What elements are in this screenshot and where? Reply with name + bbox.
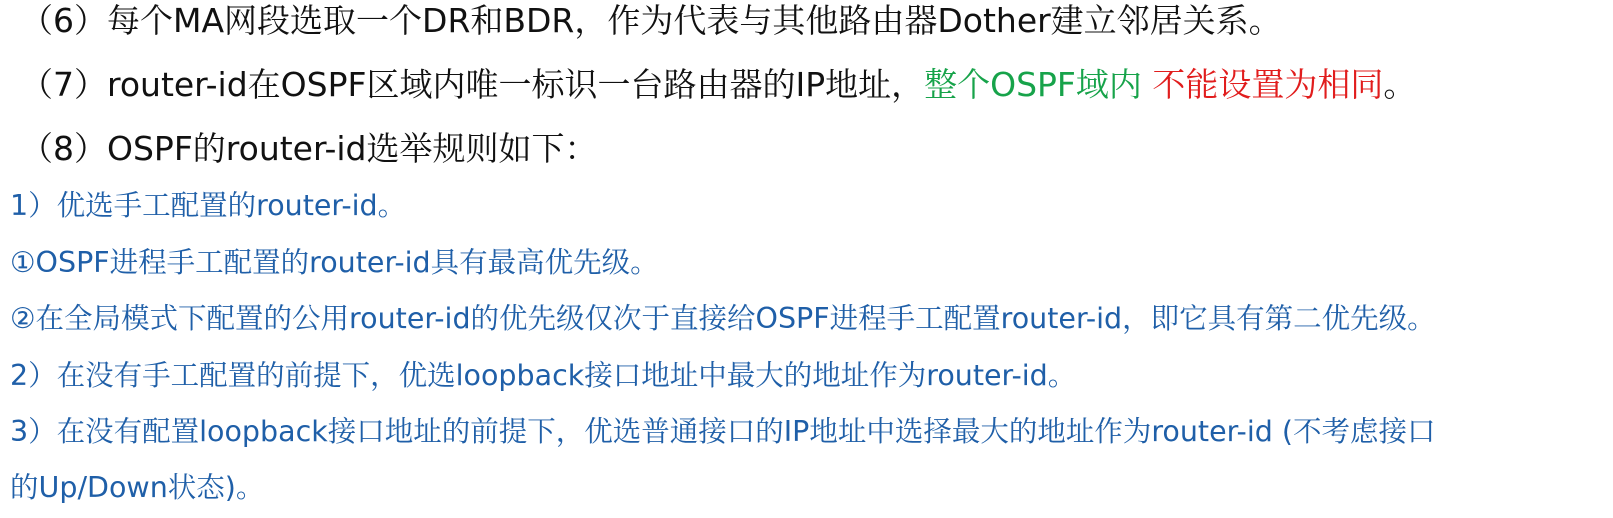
rule-1-text: 1）优选手工配置的router-id。 xyxy=(10,189,407,222)
item-6-text: （6）每个MA网段选取一个DR和BDR，作为代表与其他路由器Dother建立邻居关系。 xyxy=(20,1,1282,40)
item-7-green-highlight: 整个OSPF域内 xyxy=(924,65,1142,104)
item-7-suffix: 。 xyxy=(1383,65,1417,104)
rule-3-text-line-2: 的Up/Down状态)。 xyxy=(10,471,265,504)
item-7-prefix: （7）router-id在OSPF区域内唯一标识一台路由器的IP地址， xyxy=(20,65,925,104)
item-7-text xyxy=(20,65,1417,104)
rule-2-text: 2）在没有手工配置的前提下，优选loopback接口地址中最大的地址作为router-id。 xyxy=(10,359,1077,392)
rule-1a-text: ①OSPF进程手工配置的router-id具有最高优先级。 xyxy=(10,246,659,279)
rule-3-text-line-1: 3）在没有配置loopback接口地址的前提下，优选普通接口的IP地址中选择最大的地址作为router-id (不考虑接口 xyxy=(10,415,1436,448)
item-7-red-highlight: 不能设置为相同 xyxy=(1152,65,1384,104)
item-8-text: （8）OSPF的router-id选举规则如下： xyxy=(20,129,598,168)
rule-1b-text: ②在全局模式下配置的公用router-id的优先级仅次于直接给OSPF进程手工配置router-id，即它具有第二优先级。 xyxy=(10,302,1436,335)
